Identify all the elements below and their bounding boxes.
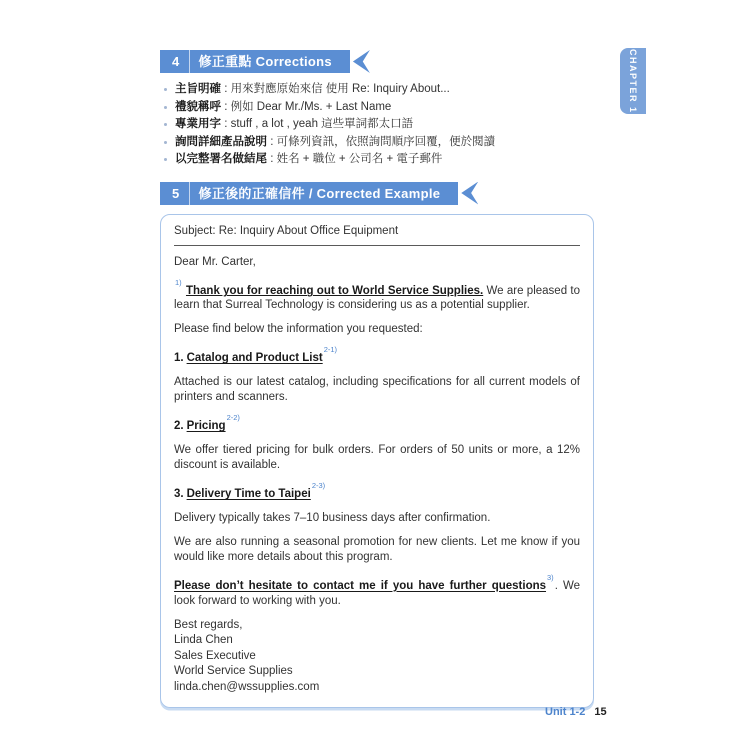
item-title: Catalog and Product List	[186, 352, 323, 365]
email-closing-paragraph	[174, 574, 580, 609]
bullet-dot-icon	[164, 106, 167, 109]
bullet-label: 詢問詳細產品說明	[175, 135, 267, 148]
bullet-text: stuff , a lot , yeah 這些單詞都太口語	[230, 118, 414, 130]
bullet-label: 以完整署名做結尾	[175, 153, 267, 165]
annotation-marker: 2-2)	[226, 413, 240, 423]
item-title: Pricing	[186, 419, 226, 432]
item-number: 2.	[174, 419, 184, 432]
bullet-separator: :	[267, 153, 277, 165]
page-footer	[545, 706, 607, 718]
bullet-text: 用來對應原始來信 使用 Re: Inquiry About...	[230, 83, 450, 95]
bullet-text: 例如 Dear Mr./Ms. + Last Name	[230, 100, 392, 113]
list-item	[162, 116, 600, 134]
item-number: 3.	[174, 487, 184, 500]
section5-title: 修正後的正確信件 / Corrected Example	[189, 182, 441, 205]
email-item-body: Attached is our latest catalog, including specifications for all current models of printers and scanners.	[174, 376, 580, 404]
item-title: Delivery Time to Taipei	[186, 487, 311, 500]
signature-line: Sales Executive	[174, 649, 256, 662]
chapter-tab-label: CHAPTER 1	[628, 48, 638, 114]
email-item-heading	[174, 482, 580, 502]
bullet-text: 可條列資訊，依照詢問順序回覆，便於閱讀	[276, 135, 496, 148]
email-opening-rest: We are pleased to learn that Surreal Technology is considering us as a potential supplier.	[174, 284, 580, 312]
list-item	[162, 134, 600, 152]
signature-email: linda.chen@wssupplies.com	[174, 680, 320, 693]
section5-number: 5	[172, 185, 180, 201]
email-item-body: We offer tiered pricing for bulk orders. For orders of 50 units or more, a 12% discount is available.	[174, 443, 580, 471]
bullet-separator: :	[267, 135, 277, 148]
bullet-label: 專業用字	[175, 118, 221, 130]
email-item-body: Delivery typically takes 7–10 business days after confirmation.	[174, 511, 491, 524]
section4-number: 4	[172, 54, 180, 69]
bullet-dot-icon	[164, 141, 167, 144]
bullet-dot-icon	[164, 123, 167, 126]
page-content	[160, 50, 600, 708]
bullet-separator: :	[221, 83, 231, 95]
signature-line: Linda Chen	[174, 634, 233, 647]
email-opening-highlight: Thank you for reaching out to World Service Supplies.	[185, 284, 484, 297]
email-opening-paragraph	[174, 279, 580, 314]
corrections-list	[160, 81, 600, 169]
list-item	[162, 99, 600, 117]
email-greeting: Dear Mr. Carter,	[174, 255, 256, 268]
email-example-box	[160, 214, 594, 709]
section4-title: 修正重點 Corrections	[189, 50, 332, 73]
signature-line: World Service Supplies	[174, 665, 293, 678]
unit-label: Unit 1-2	[545, 706, 586, 718]
bullet-text: 姓名 + 職位 + 公司名 + 電子郵件	[276, 153, 443, 165]
bullet-label: 禮貌稱呼	[175, 100, 221, 113]
list-item	[162, 81, 600, 99]
bullet-label: 主旨明確	[175, 83, 221, 95]
annotation-marker: 1)	[175, 277, 182, 287]
item-number: 1.	[174, 352, 184, 365]
email-closing-highlight: Please don’t hesitate to contact me if you have further questions	[174, 579, 547, 592]
annotation-marker: 3)	[547, 572, 554, 582]
bullet-separator: :	[221, 118, 231, 130]
email-item-heading	[174, 414, 580, 434]
email-closing-rest: . We look forward to working with you.	[174, 579, 580, 607]
list-item	[162, 151, 600, 169]
section5-header-banner	[160, 182, 458, 205]
email-signature	[174, 618, 580, 696]
bullet-dot-icon	[164, 88, 167, 91]
bullet-separator: :	[221, 100, 231, 113]
signature-line: Best regards,	[174, 618, 243, 631]
bullet-dot-icon	[164, 158, 167, 161]
page-number: 15	[594, 706, 607, 718]
email-subject: Subject: Re: Inquiry About Office Equipment	[174, 224, 580, 246]
annotation-marker: 2-3)	[311, 480, 326, 490]
annotation-marker: 2-1)	[323, 345, 338, 355]
email-promo-paragraph: We are also running a seasonal promotion for new clients. Let me know if you would like more details about this program.	[174, 535, 580, 563]
email-item-heading	[174, 346, 580, 366]
chapter-tab	[620, 48, 646, 114]
email-intro: Please find below the information you requested:	[174, 323, 423, 336]
section4-header-banner	[160, 50, 350, 73]
